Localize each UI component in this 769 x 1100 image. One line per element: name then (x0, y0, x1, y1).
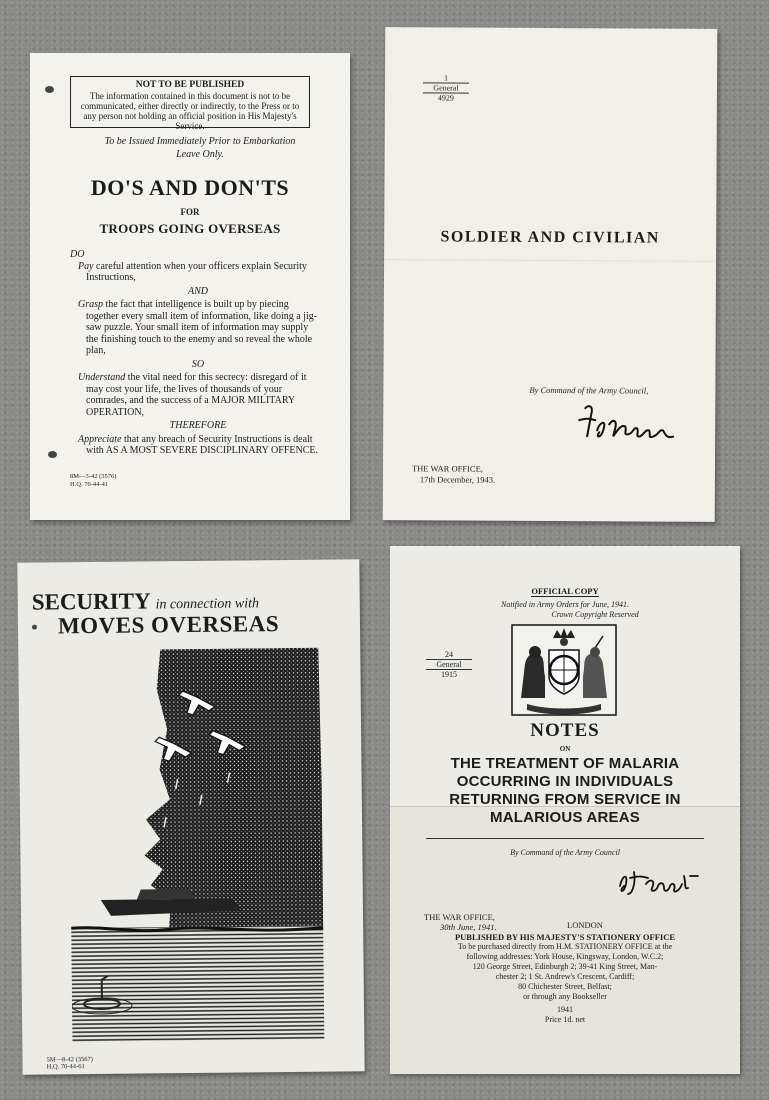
number-mid: General (426, 659, 472, 670)
code-line-1: 8M—3-42 (3576) (70, 473, 117, 480)
purchase-line-3: 120 George Street, Edinburgh 2; 39-41 King Street, Man- (472, 962, 658, 971)
so-label: SO (191, 358, 205, 370)
notice-text: The information contained in this document is not to be communicated, either directly or indirectly, to the Press or to any person not holding an official position in His Majesty's Service. (80, 91, 300, 131)
subtitle-line-2: OCCURRING IN INDIVIDUALS (456, 773, 674, 790)
code-line-2: H.Q. 70-44-41 (70, 481, 109, 488)
london-line: LONDON (567, 920, 603, 930)
para-text: the vital need for this secrecy: disregard of it may cost your life, the lives of thousands of your comrades, and the success of a MAJOR MILITARY OPERATION, (86, 372, 307, 418)
number-top: 1 (444, 73, 449, 83)
print-code (47, 1056, 94, 1070)
title-for: FOR (180, 207, 200, 217)
number-top: 24 (445, 650, 453, 659)
purchase-line-2: following addresses: York House, Kingsway, London, W.C.2; (466, 952, 664, 961)
war-office-block (412, 463, 495, 485)
notification-block (390, 600, 740, 619)
security-moves-overseas-pamphlet (17, 559, 364, 1075)
notified-line: Notified in Army Orders for June, 1941. (501, 600, 629, 609)
pamphlet-subtitle (430, 755, 700, 827)
subtitle-line-3: RETURNING FROM SERVICE IN (449, 791, 681, 808)
office-name: THE WAR OFFICE, (424, 912, 495, 922)
para-text: careful attention when your officers explain Security Instructions, (86, 260, 307, 283)
publisher-line: PUBLISHED BY HIS MAJESTY'S STATIONERY OFFICE (454, 931, 676, 942)
malaria-notes-pamphlet (390, 546, 740, 1073)
publisher-block (420, 920, 710, 1025)
signature (612, 864, 702, 898)
paragraph-understand (78, 372, 318, 418)
divider (426, 838, 704, 839)
punch-hole (32, 625, 37, 630)
royal-coat-of-arms (511, 624, 617, 716)
do-label: DO (70, 249, 85, 260)
notice-title: NOT TO BE PUBLISHED (135, 80, 245, 90)
paragraph-appreciate (78, 434, 318, 457)
number-bottom: 4929 (437, 93, 454, 103)
para-text: the fact that intelligence is built up by piecing together every small item of information, like doing a jig-saw puzzle. Your small item of information may supply the finishing touch to the enemy and so reveal the whole plan, (86, 299, 318, 356)
issue-date: 17th December, 1943. (419, 474, 496, 485)
pamphlet-title: SOLDIER AND CIVILIAN (440, 228, 660, 247)
therefore-label: THEREFORE (169, 420, 227, 431)
command-line: By Command of the Army Council, (529, 384, 649, 396)
issue-line-2: Leave Only. (176, 149, 224, 160)
purchase-line-1: To be purchased directly from H.M. STATIONERY OFFICE at the (457, 942, 673, 951)
and-label: AND (188, 285, 208, 297)
pamphlet-title: NOTES (530, 720, 600, 741)
para-lead: Understand (78, 372, 126, 383)
print-code (70, 473, 116, 489)
paragraph-grasp (78, 299, 318, 357)
year-line: 1941 (557, 1005, 573, 1014)
purchase-line-6: or through any Bookseller (523, 992, 607, 1001)
para-lead: Pay (78, 260, 94, 272)
issue-number-block (423, 73, 469, 102)
paragraph-pay (78, 261, 318, 284)
title-security: SECURITY (31, 588, 150, 615)
para-lead: Grasp (78, 299, 104, 310)
price-line: Price 1d. net (544, 1015, 586, 1024)
official-copy-label (390, 586, 740, 596)
dos-and-donts-pamphlet (30, 53, 350, 520)
pamphlet-subtitle: TROOPS GOING OVERSEAS (99, 221, 281, 236)
purchase-line-4: chester 2; 1 St. Andrew's Crescent, Cardiff; (495, 972, 635, 981)
soldier-and-civilian-pamphlet (383, 27, 718, 522)
subtitle-line-1: THE TREATMENT OF MALARIA (450, 755, 680, 772)
punch-hole (45, 86, 54, 93)
subtitle-line-4: MALARIOUS AREAS (490, 809, 640, 826)
para-lead: Appreciate (78, 433, 122, 445)
title-on: ON (559, 745, 571, 753)
para-text: that any breach of Security Instructions is dealt with AS A MOST SEVERE DISCIPLINARY OFFENCE. (86, 433, 318, 456)
number-bottom: 1915 (441, 670, 457, 679)
lips-and-periscope-illustration (68, 647, 354, 1042)
office-name: THE WAR OFFICE, (411, 463, 483, 474)
code-line-2: H.Q. 70-44-61 (46, 1063, 85, 1071)
number-mid: General (423, 82, 469, 93)
command-line: By Command of the Army Council (510, 848, 620, 857)
restricted-notice-box (70, 76, 310, 131)
copyright-line: Crown Copyright Reserved (551, 609, 639, 619)
issue-line-1: To be Issued Immediately Prior to Embarkation (104, 136, 296, 147)
signature (573, 400, 683, 447)
purchase-line-5: 80 Chichester Street, Belfast; (518, 982, 612, 991)
issue-date: 30th June, 1941. (440, 922, 497, 932)
punch-hole (48, 451, 57, 458)
official-copy-text: OFFICIAL COPY (531, 586, 599, 596)
issue-instruction (80, 135, 320, 161)
fold-crease (384, 259, 716, 262)
issue-number-block (426, 650, 472, 679)
pamphlet-title: DO'S AND DON'TS (90, 175, 290, 200)
code-line-1: 5M—8-42 (3567) (46, 1056, 93, 1064)
pamphlet-body (70, 249, 318, 457)
title-connector: in connection with (155, 596, 260, 613)
pamphlet-title-line-2: MOVES OVERSEAS (57, 611, 280, 639)
